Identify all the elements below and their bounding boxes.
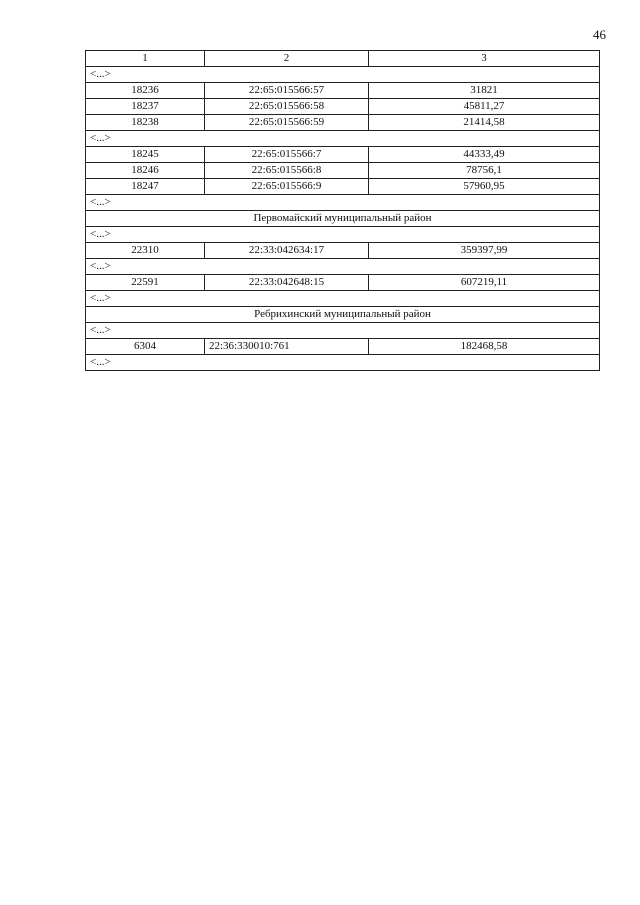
cadastral-number-cell: 22:33:042634:17 — [205, 243, 369, 259]
table-row — [86, 179, 600, 195]
value-cell: 57960,95 — [369, 179, 600, 195]
value-cell: 31821 — [369, 83, 600, 99]
record-number-cell: 18247 — [86, 179, 205, 195]
value-cell: 607219,11 — [369, 275, 600, 291]
ellipsis-row — [86, 323, 600, 339]
record-number-cell: 18246 — [86, 163, 205, 179]
header-cell-1: 1 — [86, 51, 205, 67]
ellipsis-row — [86, 67, 600, 83]
record-number-cell: 18236 — [86, 83, 205, 99]
ellipsis-row — [86, 227, 600, 243]
omission-marker: <...> — [86, 67, 600, 83]
register-table — [85, 50, 600, 371]
header-cell-3: 3 — [369, 51, 600, 67]
value-cell: 45811,27 — [369, 99, 600, 115]
table-row — [86, 115, 600, 131]
omission-marker: <...> — [86, 259, 600, 275]
table-row — [86, 83, 600, 99]
ellipsis-row — [86, 259, 600, 275]
table-row — [86, 339, 600, 355]
ellipsis-row — [86, 291, 600, 307]
table-row — [86, 99, 600, 115]
section-title: Первомайский муниципальный район — [86, 211, 600, 227]
omission-marker: <...> — [86, 195, 600, 211]
header-cell-2: 2 — [205, 51, 369, 67]
value-cell: 78756,1 — [369, 163, 600, 179]
table-body — [86, 51, 600, 371]
omission-marker: <...> — [86, 131, 600, 147]
cadastral-number-cell: 22:65:015566:7 — [205, 147, 369, 163]
cadastral-number-cell: 22:65:015566:58 — [205, 99, 369, 115]
table-row — [86, 163, 600, 179]
record-number-cell: 18245 — [86, 147, 205, 163]
cadastral-number-cell: 22:65:015566:8 — [205, 163, 369, 179]
ellipsis-row — [86, 131, 600, 147]
omission-marker: <...> — [86, 291, 600, 307]
record-number-cell: 18237 — [86, 99, 205, 115]
record-number-cell: 6304 — [86, 339, 205, 355]
value-cell: 44333,49 — [369, 147, 600, 163]
table-row — [86, 275, 600, 291]
record-number-cell: 22591 — [86, 275, 205, 291]
cadastral-number-cell: 22:65:015566:59 — [205, 115, 369, 131]
ellipsis-row — [86, 195, 600, 211]
page-number: 46 — [593, 27, 606, 42]
record-number-cell: 22310 — [86, 243, 205, 259]
omission-marker: <...> — [86, 355, 600, 371]
section-title: Ребрихинский муниципальный район — [86, 307, 600, 323]
cadastral-number-cell: 22:33:042648:15 — [205, 275, 369, 291]
record-number-cell: 18238 — [86, 115, 205, 131]
value-cell: 21414,58 — [369, 115, 600, 131]
table-row — [86, 147, 600, 163]
cadastral-number-cell: 22:36:330010:761 — [205, 339, 369, 355]
value-cell: 359397,99 — [369, 243, 600, 259]
table-row — [86, 243, 600, 259]
cadastral-number-cell: 22:65:015566:57 — [205, 83, 369, 99]
omission-marker: <...> — [86, 227, 600, 243]
omission-marker: <...> — [86, 323, 600, 339]
cadastral-number-cell: 22:65:015566:9 — [205, 179, 369, 195]
ellipsis-row — [86, 355, 600, 371]
value-cell: 182468,58 — [369, 339, 600, 355]
table-header-row — [86, 51, 600, 67]
section-row — [86, 211, 600, 227]
section-row — [86, 307, 600, 323]
